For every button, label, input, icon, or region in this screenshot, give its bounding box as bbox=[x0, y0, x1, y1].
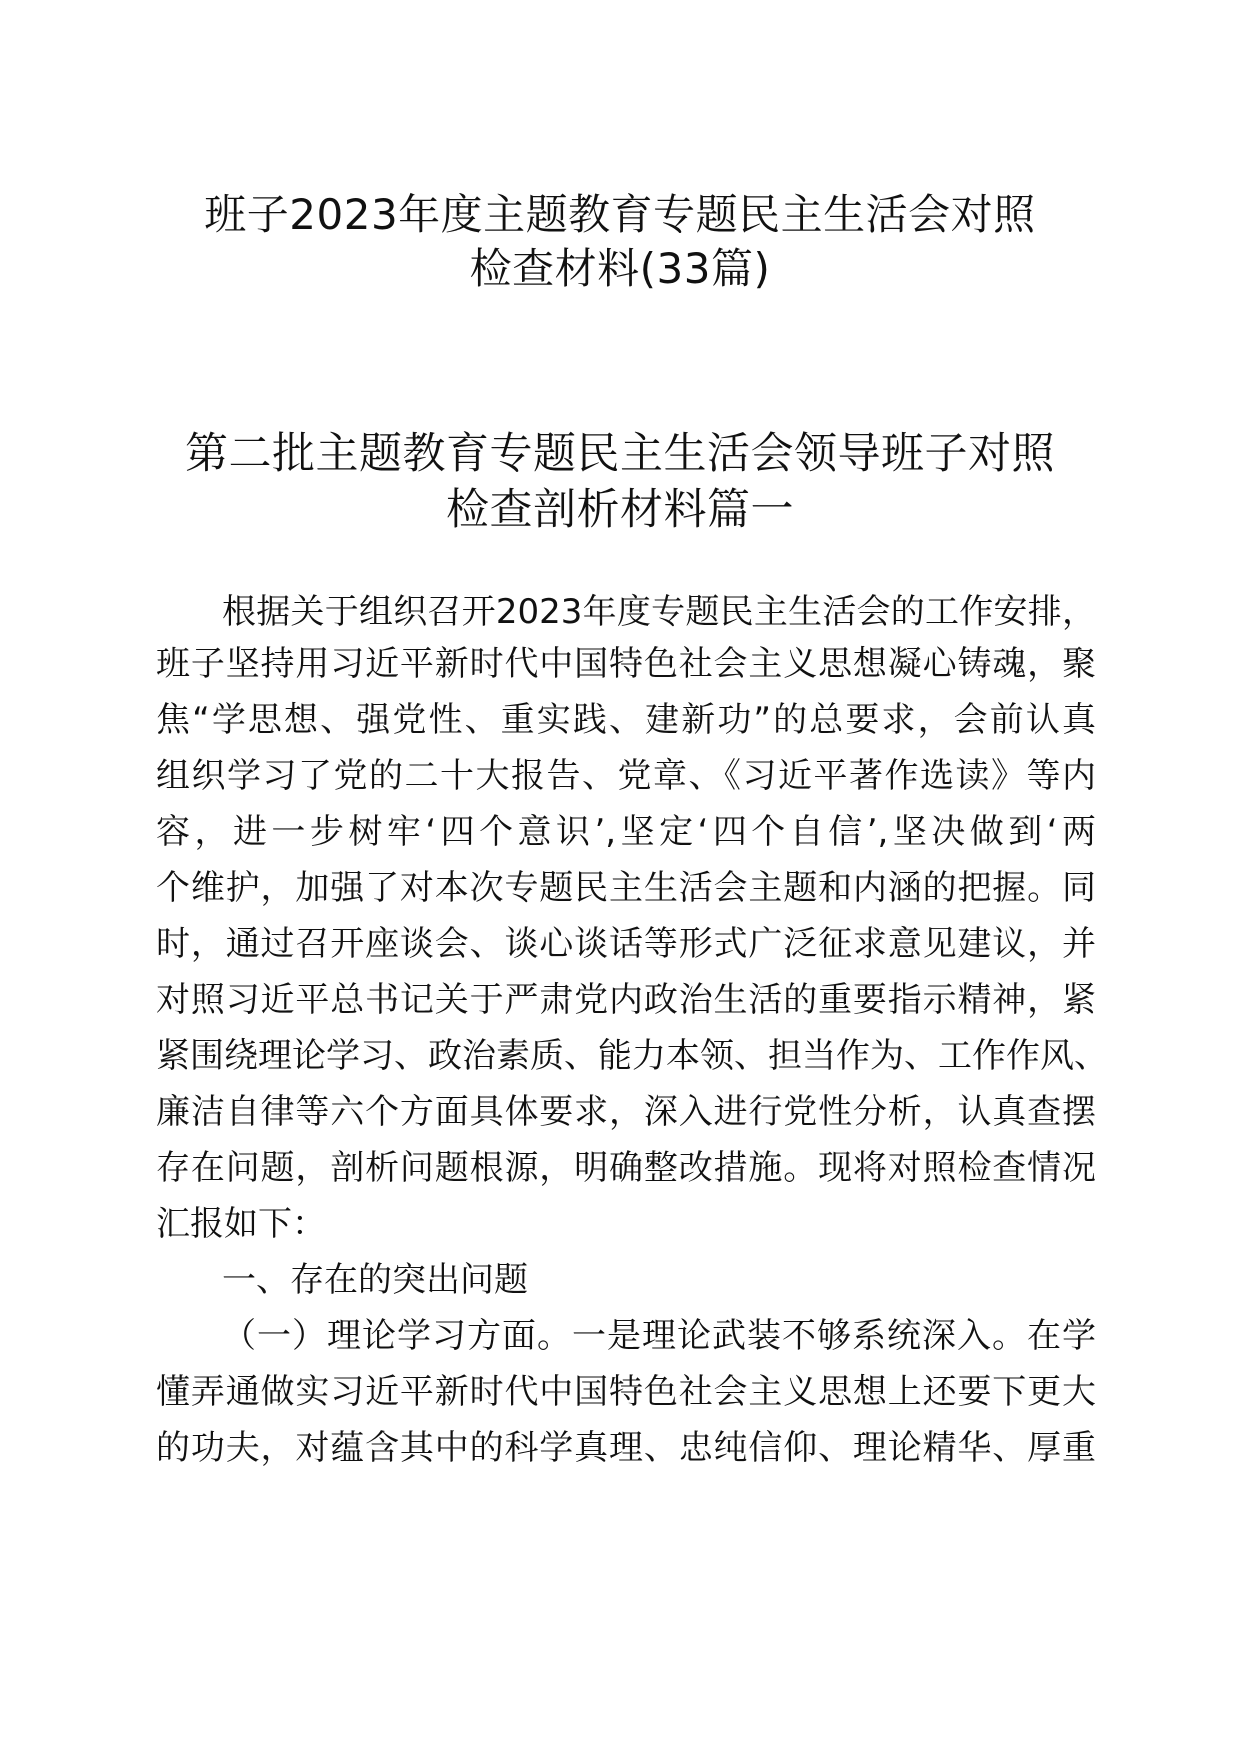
paragraph-line: 时，通过召开座谈会、谈心谈话等形式广泛征求意见建议，并 bbox=[156, 924, 1096, 964]
paragraph-line: 懂弄通做实习近平新时代中国特色社会主义思想上还要下更大 bbox=[156, 1372, 1096, 1412]
paragraph-line: （一）理论学习方面。一是理论武装不够系统深入。在学 bbox=[222, 1316, 1096, 1356]
paragraph-line: 廉洁自律等六个方面具体要求，深入进行党性分析，认真查摆 bbox=[156, 1092, 1096, 1132]
paragraph-line: 容，进一步树牢‘四个意识’,坚定‘四个自信’,坚决做到‘两 bbox=[156, 812, 1096, 852]
paragraph-line: 焦“学思想、强党性、重实践、建新功”的总要求，会前认真 bbox=[156, 700, 1096, 740]
document-title-line-1: 班子2023年度主题教育专题民主生活会对照 bbox=[204, 190, 1036, 239]
paragraph-line: 个维护，加强了对本次专题民主生活会主题和内涵的把握。同 bbox=[156, 868, 1096, 908]
paragraph-line: 汇报如下： bbox=[156, 1204, 326, 1244]
document-title-line-2: 检查材料(33篇) bbox=[469, 244, 771, 293]
paragraph-line: 对照习近平总书记关于严肃党内政治生活的重要指示精神，紧 bbox=[156, 980, 1096, 1020]
paragraph-line: 紧围绕理论学习、政治素质、能力本领、担当作为、工作作风、 bbox=[156, 1036, 1108, 1076]
section-title-line-1: 第二批主题教育专题民主生活会领导班子对照 bbox=[185, 429, 1055, 479]
paragraph-line: 的功夫，对蕴含其中的科学真理、忠纯信仰、理论精华、厚重 bbox=[156, 1428, 1096, 1468]
paragraph-line: 班子坚持用习近平新时代中国特色社会主义思想凝心铸魂，聚 bbox=[156, 644, 1096, 684]
section-title-line-2: 检查剖析材料篇一 bbox=[446, 485, 794, 535]
paragraph-line: 存在问题，剖析问题根源，明确整改措施。现将对照检查情况 bbox=[156, 1148, 1096, 1188]
paragraph-line: 根据关于组织召开2023年度专题民主生活会的工作安排， bbox=[222, 592, 1096, 632]
paragraph-line: 组织学习了党的二十大报告、党章、《习近平著作选读》等内 bbox=[156, 756, 1096, 796]
section-heading: 一、存在的突出问题 bbox=[222, 1260, 528, 1300]
